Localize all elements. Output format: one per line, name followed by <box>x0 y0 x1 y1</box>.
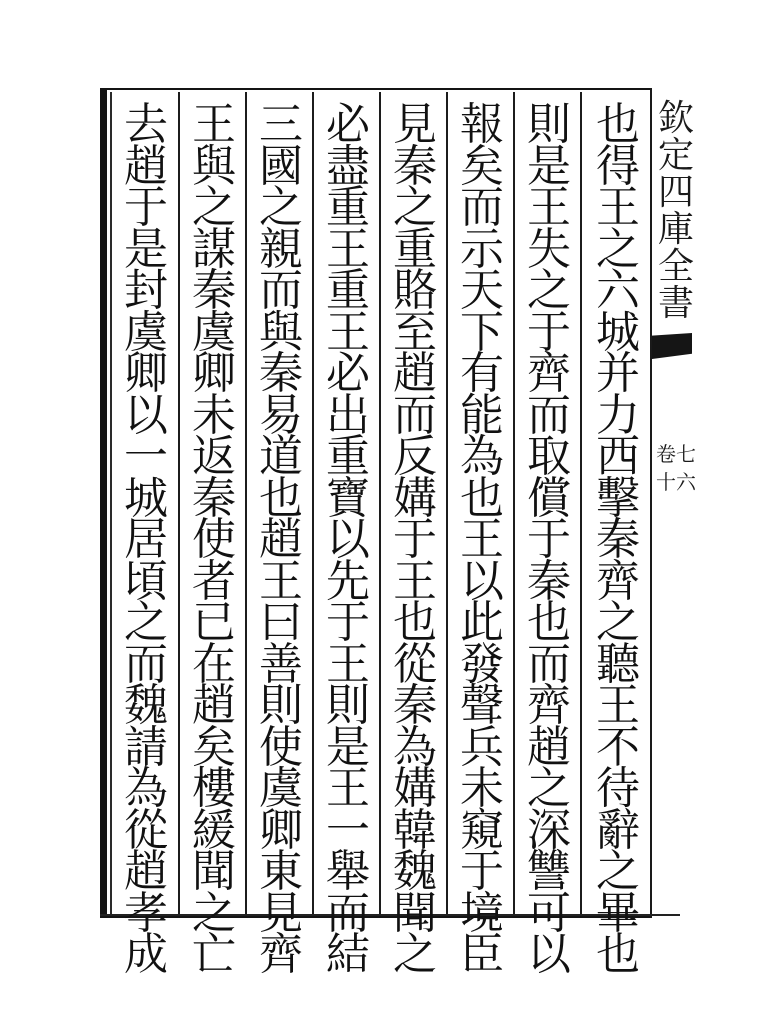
fishtail-mark <box>652 333 692 359</box>
inner-border-rule <box>110 92 112 914</box>
text-column-5: 必盡重王重王必出重寶以先于王則是王一舉而結 <box>326 99 370 980</box>
column-rule <box>245 92 247 914</box>
book-title-margin: 欽定四庫全書 <box>657 98 694 324</box>
text-column-8: 去趙于是封虞卿以一城居頃之而魏請為從趙孝成 <box>124 99 168 980</box>
text-column-1: 也得王之六城并力西擊秦齊之聽王不待辭之畢也 <box>596 99 640 980</box>
text-column-6: 三國之親而與秦易道也趙王曰善則使虞卿東見齊 <box>259 99 303 980</box>
text-column-2: 則是王失之于齊而取償于秦也而齊趙之深讐可以 <box>527 99 571 980</box>
column-rule <box>513 92 515 914</box>
text-column-3: 報矣而示天下有能為也王以此發聲兵未窺于境臣 <box>460 99 504 980</box>
column-rule <box>379 92 381 914</box>
juan-number-margin: 卷七十六 <box>656 442 696 494</box>
column-rule <box>178 92 180 914</box>
margin-column-rule <box>650 88 652 918</box>
column-rule <box>312 92 314 914</box>
column-rule <box>446 92 448 914</box>
column-rule <box>580 92 582 914</box>
text-column-4: 見秦之重賂至趙而反媾于王也從秦為媾韓魏聞之 <box>393 99 437 980</box>
text-column-7: 王與之謀秦虞卿未返秦使者已在趙矣樓緩聞之亡 <box>192 99 236 980</box>
